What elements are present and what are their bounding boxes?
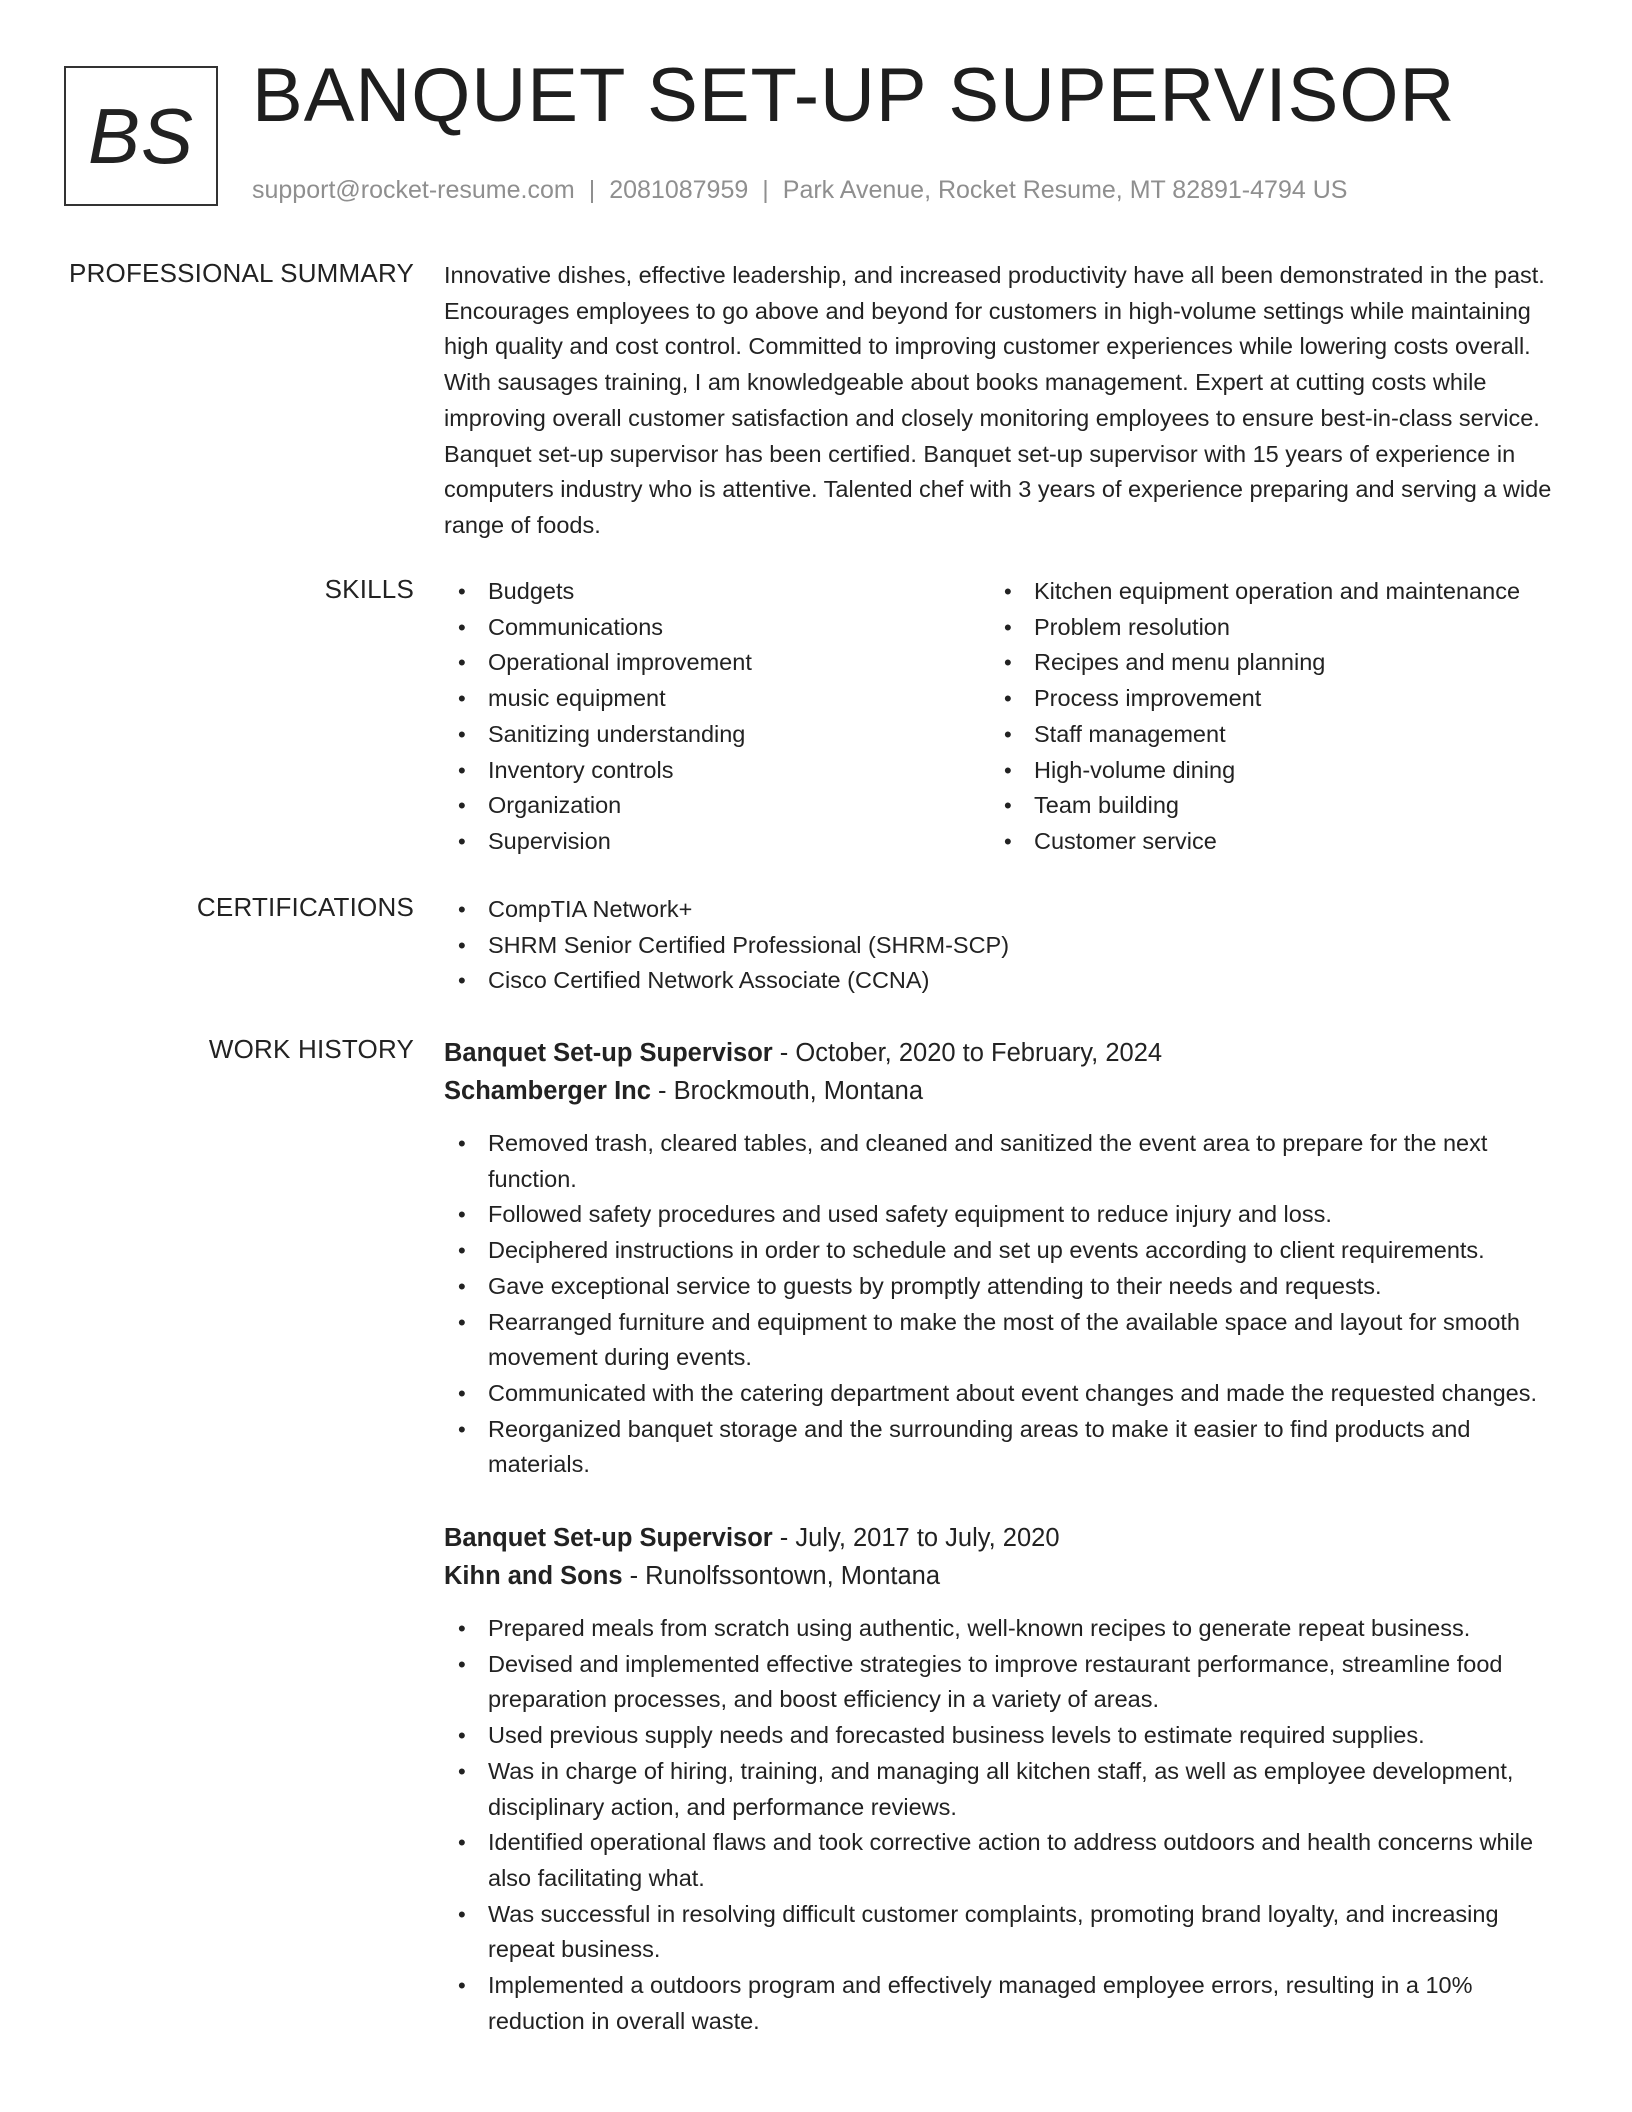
job-company: Kihn and Sons bbox=[444, 1562, 623, 1591]
list-item: • Communications bbox=[444, 610, 990, 646]
list-item: • Budgets bbox=[444, 574, 990, 610]
skills-list-right bbox=[990, 574, 1536, 860]
contact-line bbox=[252, 176, 1347, 205]
list-item: • Kitchen equipment operation and maintenance bbox=[990, 574, 1536, 610]
contact-separator: | bbox=[762, 176, 769, 204]
contact-phone: 2081087959 bbox=[609, 176, 749, 204]
certifications-list bbox=[444, 892, 1560, 999]
candidate-title: BANQUET SET-UP SUPERVISOR bbox=[252, 53, 1456, 138]
job-title-line bbox=[444, 1034, 1560, 1072]
list-item: • High-volume dining bbox=[990, 753, 1536, 789]
list-item: • Devised and implemented effective strategies to improve restaurant performance, streamline food preparation processes, and boost efficiency in a variety of areas. bbox=[444, 1647, 1560, 1718]
list-item: • Operational improvement bbox=[444, 645, 990, 681]
list-item: • Recipes and menu planning bbox=[990, 645, 1536, 681]
list-item: • Staff management bbox=[990, 717, 1536, 753]
list-item: • Process improvement bbox=[990, 681, 1536, 717]
skills-heading: SKILLS bbox=[324, 574, 414, 604]
job-location: - Runolfssontown, Montana bbox=[622, 1562, 941, 1591]
list-item: • Used previous supply needs and forecasted business levels to estimate required supplies. bbox=[444, 1718, 1560, 1754]
list-item: • Inventory controls bbox=[444, 753, 990, 789]
list-item: • Reorganized banquet storage and the surrounding areas to make it easier to find products and materials. bbox=[444, 1412, 1560, 1483]
list-item: • Communicated with the catering department about event changes and made the requested changes. bbox=[444, 1376, 1560, 1412]
list-item: • Prepared meals from scratch using authentic, well-known recipes to generate repeat business. bbox=[444, 1611, 1560, 1647]
list-item: • Followed safety procedures and used safety equipment to reduce injury and loss. bbox=[444, 1197, 1560, 1233]
list-item: • CompTIA Network+ bbox=[444, 892, 1560, 928]
list-item: • Sanitizing understanding bbox=[444, 717, 990, 753]
contact-address: Park Avenue, Rocket Resume, MT 82891-4794 US bbox=[782, 176, 1348, 204]
monogram-badge: BS bbox=[64, 66, 218, 206]
list-item: • Customer service bbox=[990, 824, 1536, 860]
job-entry bbox=[444, 1519, 1560, 2039]
list-item: • SHRM Senior Certified Professional (SHRM-SCP) bbox=[444, 928, 1560, 964]
job-company-line bbox=[444, 1072, 1560, 1110]
job-title: Banquet Set-up Supervisor bbox=[444, 1524, 773, 1553]
summary-text: Innovative dishes, effective leadership, and increased productivity have all been demonstrated in the past. Encourages employees to go above and beyond for customers in high-volume settings while maintaining high quality and cost control. Committed to improving customer experiences while lowering costs overall. With sausages training, I am knowledgeable about books management. Expert at cutting costs while improving overall customer satisfaction and closely monitoring employees to ensure best-in-class service. Banquet set-up supervisor has been certified. Banquet set-up supervisor with 15 years of experience in computers industry who is attentive. Talented chef with 3 years of experience preparing and serving a wide range of foods. bbox=[444, 262, 1552, 538]
job-title: Banquet Set-up Supervisor bbox=[444, 1039, 773, 1067]
list-item: • Organization bbox=[444, 788, 990, 824]
job-location: - Brockmouth, Montana bbox=[650, 1077, 924, 1105]
contact-email: support@rocket-resume.com bbox=[252, 176, 575, 204]
job-company: Schamberger Inc bbox=[444, 1077, 651, 1105]
list-item: • Was successful in resolving difficult customer complaints, promoting brand loyalty, and increasing repeat business. bbox=[444, 1897, 1560, 1968]
job-dates: - October, 2020 to February, 2024 bbox=[772, 1039, 1163, 1067]
list-item: • Implemented a outdoors program and effectively managed employee errors, resulting in a 10% reduction in overall waste. bbox=[444, 1968, 1560, 2039]
list-item: • Team building bbox=[990, 788, 1536, 824]
list-item: • music equipment bbox=[444, 681, 990, 717]
job-title-line bbox=[444, 1519, 1560, 1557]
list-item: • Was in charge of hiring, training, and managing all kitchen staff, as well as employee development, disciplinary action, and performance reviews. bbox=[444, 1754, 1560, 1825]
job-bullets bbox=[444, 1126, 1560, 1483]
job-bullets bbox=[444, 1611, 1560, 2039]
list-item: • Rearranged furniture and equipment to make the most of the available space and layout for smooth movement during events. bbox=[444, 1305, 1560, 1376]
list-item: • Cisco Certified Network Associate (CCNA) bbox=[444, 963, 1560, 999]
list-item: • Removed trash, cleared tables, and cleaned and sanitized the event area to prepare for the next function. bbox=[444, 1126, 1560, 1197]
list-item: • Deciphered instructions in order to schedule and set up events according to client requirements. bbox=[444, 1233, 1560, 1269]
contact-separator: | bbox=[588, 176, 596, 204]
summary-heading: PROFESSIONAL SUMMARY bbox=[69, 258, 414, 288]
job-entry bbox=[444, 1034, 1560, 1483]
job-dates: - July, 2017 to July, 2020 bbox=[772, 1524, 1060, 1553]
job-company-line bbox=[444, 1557, 1560, 1595]
list-item: • Identified operational flaws and took corrective action to address outdoors and health concerns while also facilitating what. bbox=[444, 1825, 1560, 1896]
skills-list-left bbox=[444, 574, 990, 860]
list-item: • Gave exceptional service to guests by promptly attending to their needs and requests. bbox=[444, 1269, 1560, 1305]
list-item: • Supervision bbox=[444, 824, 990, 860]
work-history-heading: WORK HISTORY bbox=[208, 1034, 414, 1064]
certifications-heading: CERTIFICATIONS bbox=[196, 892, 414, 922]
list-item: • Problem resolution bbox=[990, 610, 1536, 646]
